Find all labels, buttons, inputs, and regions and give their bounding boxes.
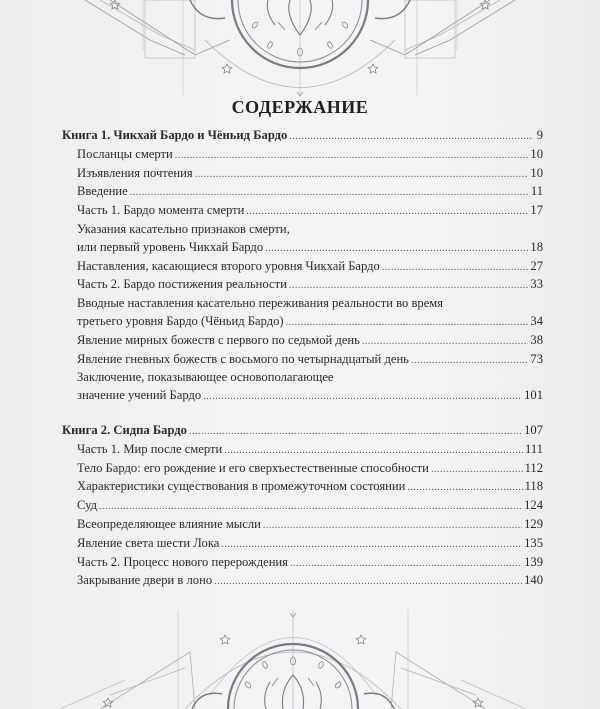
toc-page-number: 118 bbox=[524, 479, 543, 494]
leader-dots bbox=[411, 352, 528, 370]
toc-entry-label: третьего уровня Бардо (Чёньид Бардо) bbox=[77, 313, 284, 328]
toc-page-number: 9 bbox=[536, 128, 543, 142]
toc-book-title: Книга 1. Чикхай Бардо и Чёньид Бардо bbox=[62, 128, 288, 142]
toc-page-number: 11 bbox=[530, 184, 543, 199]
toc-page-number: 112 bbox=[524, 460, 543, 475]
page-title: СОДЕРЖАНИЕ bbox=[231, 97, 369, 117]
leader-dots bbox=[195, 166, 529, 184]
toc-entry-label: Всеопределяющее влияние мысли bbox=[77, 516, 261, 531]
toc-entry-label-line1: Вводные наставления касательно переживания реальности во время bbox=[77, 296, 444, 311]
toc-page-number: 10 bbox=[530, 146, 543, 161]
toc-entry-multiline[interactable] bbox=[62, 221, 543, 258]
toc-entry-label: Изъявления почтения bbox=[77, 165, 193, 180]
toc-entry[interactable] bbox=[62, 535, 543, 554]
toc-page-number: 18 bbox=[530, 239, 543, 254]
toc-page-number: 10 bbox=[530, 165, 543, 180]
toc-page-number: 34 bbox=[530, 313, 543, 328]
toc-entry-label: Наставления, касающиеся второго уровня Чикхай Бардо bbox=[77, 258, 380, 273]
toc-page-number: 33 bbox=[530, 277, 543, 292]
leader-dots bbox=[265, 240, 528, 258]
toc-entry-multiline[interactable] bbox=[62, 369, 543, 406]
toc-page-number: 107 bbox=[524, 422, 543, 437]
toc-entry-label: Введение bbox=[77, 184, 128, 199]
toc-page-number: 129 bbox=[524, 516, 543, 531]
leader-dots bbox=[382, 259, 529, 277]
toc-entry-label: Часть 2. Процесс нового перерождения bbox=[77, 554, 288, 569]
toc-entry-label: Закрывание двери в лоно bbox=[77, 573, 213, 588]
toc-entry[interactable] bbox=[62, 441, 543, 460]
leader-dots bbox=[286, 314, 529, 332]
toc-entry[interactable] bbox=[62, 183, 543, 202]
toc-entry-label: Часть 2. Бардо постижения реальности bbox=[77, 277, 287, 292]
toc-entry[interactable] bbox=[62, 497, 543, 516]
leader-dots bbox=[189, 423, 522, 441]
toc-entry-label: Часть 1. Бардо момента смерти bbox=[77, 203, 245, 218]
leader-dots bbox=[99, 498, 522, 516]
leader-dots bbox=[221, 536, 522, 554]
toc-entry[interactable] bbox=[62, 572, 543, 591]
toc-entry-label: Характеристики существования в промежуточном состоянии bbox=[77, 479, 406, 494]
leader-dots bbox=[407, 479, 522, 497]
toc-entry[interactable] bbox=[62, 276, 543, 295]
toc-page-number: 73 bbox=[530, 351, 543, 366]
leader-dots bbox=[203, 388, 522, 406]
toc-entry[interactable] bbox=[62, 332, 543, 351]
leader-dots bbox=[175, 147, 529, 165]
toc-page-number: 38 bbox=[530, 332, 543, 347]
table-of-contents bbox=[62, 127, 543, 591]
leader-dots bbox=[289, 128, 533, 146]
toc-entry-label: Посланцы смерти bbox=[77, 146, 173, 161]
toc-book-title: Книга 2. Сидпа Бардо bbox=[62, 422, 187, 437]
leader-dots bbox=[224, 442, 523, 460]
toc-entry[interactable] bbox=[62, 202, 543, 221]
toc-entry[interactable] bbox=[62, 460, 543, 479]
lotus-mandala-ornament-top bbox=[0, 0, 600, 110]
toc-entry-label: или первый уровень Чикхай Бардо bbox=[77, 239, 264, 254]
leader-dots bbox=[246, 203, 528, 221]
toc-entry-label: значение учений Бардо bbox=[77, 388, 202, 403]
toc-entry-label-line1: Заключение, показывающее основополагающее bbox=[77, 370, 334, 385]
toc-page-number: 139 bbox=[524, 554, 543, 569]
toc-page-number: 17 bbox=[530, 203, 543, 218]
toc-entry-label: Часть 1. Мир после смерти bbox=[77, 441, 223, 456]
toc-page-number: 101 bbox=[524, 388, 543, 403]
toc-entry[interactable] bbox=[62, 351, 543, 370]
toc-entry[interactable] bbox=[62, 258, 543, 277]
leader-dots bbox=[362, 333, 529, 351]
toc-page-number: 111 bbox=[525, 441, 543, 456]
toc-page-number: 27 bbox=[530, 258, 543, 273]
leader-dots bbox=[289, 277, 529, 295]
leader-dots bbox=[263, 517, 522, 535]
section-gap bbox=[62, 406, 543, 422]
toc-entry-label: Явление света шести Лока bbox=[77, 535, 220, 550]
toc-entry-label-line1: Указания касательно признаков смерти, bbox=[77, 221, 290, 236]
toc-entry-label: Явление гневных божеств с восьмого по четырнадцатый день bbox=[77, 351, 409, 366]
toc-entry[interactable] bbox=[62, 478, 543, 497]
lotus-mandala-ornament-bottom bbox=[0, 590, 600, 709]
toc-book-1[interactable] bbox=[62, 127, 543, 146]
toc-entry[interactable] bbox=[62, 146, 543, 165]
toc-entry[interactable] bbox=[62, 165, 543, 184]
leader-dots bbox=[214, 573, 522, 591]
toc-page-number: 124 bbox=[524, 498, 543, 513]
toc-page-number: 140 bbox=[524, 573, 543, 588]
toc-page-number: 135 bbox=[524, 535, 543, 550]
toc-book-2[interactable] bbox=[62, 422, 543, 441]
toc-entry[interactable] bbox=[62, 516, 543, 535]
toc-entry-label: Тело Бардо: его рождение и его сверхъестественные способности bbox=[77, 460, 429, 475]
leader-dots bbox=[290, 555, 522, 573]
leader-dots bbox=[130, 184, 529, 202]
toc-entry-label: Явление мирных божеств с первого по седьмой день bbox=[77, 332, 360, 347]
toc-entry-label: Суд bbox=[77, 498, 97, 513]
toc-entry-multiline[interactable] bbox=[62, 295, 543, 332]
leader-dots bbox=[431, 461, 523, 479]
toc-entry[interactable] bbox=[62, 554, 543, 573]
